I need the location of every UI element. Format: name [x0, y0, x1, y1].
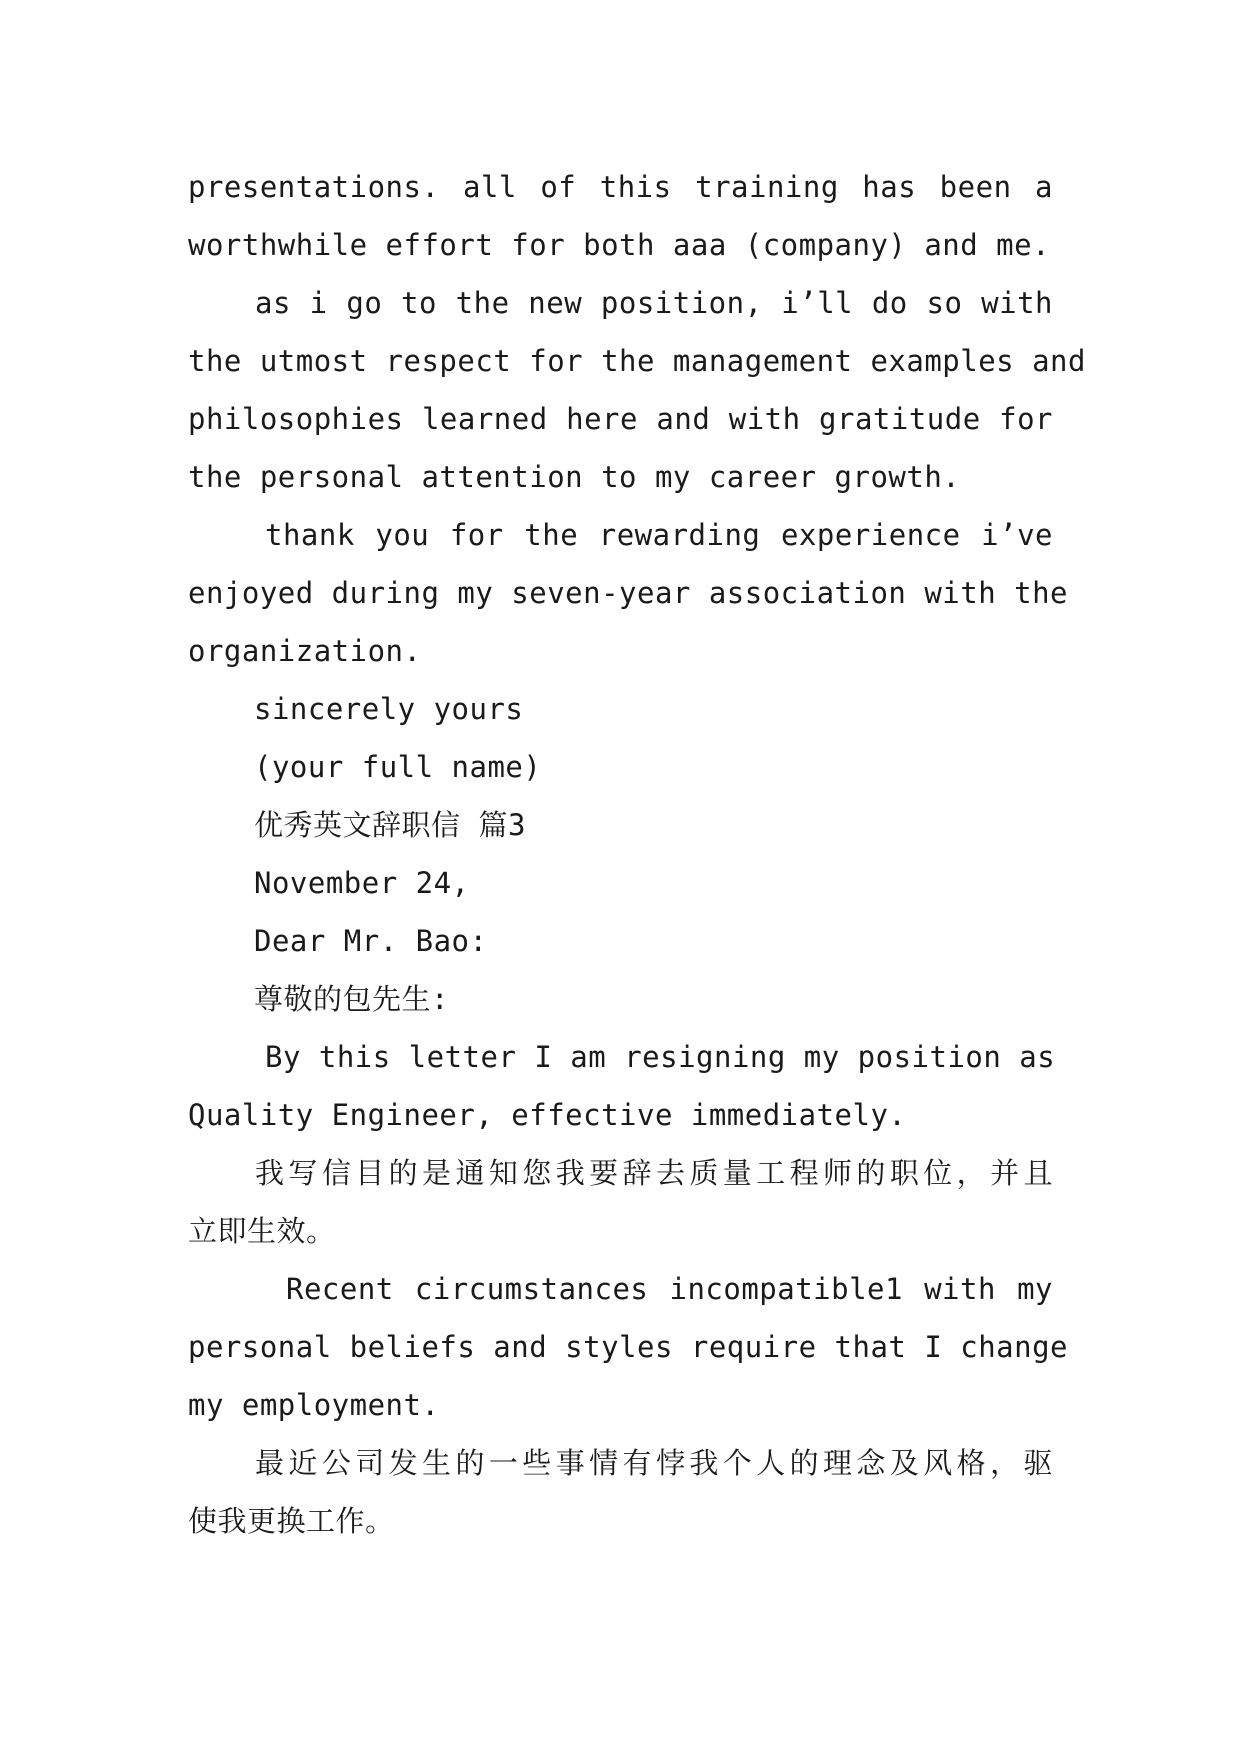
text-line: philosophies learned here and with gratitude for	[188, 402, 1053, 436]
text-line: Dear Mr. Bao:	[254, 924, 488, 958]
text-line: Recent circumstances incompatible1 with my	[286, 1272, 1053, 1306]
text-line: 使我更换工作。	[188, 1504, 395, 1538]
text-line: (your full name)	[254, 750, 542, 784]
text-line: 立即生效。	[188, 1214, 336, 1248]
section-heading: 优秀英文辞职信 篇3	[254, 808, 526, 842]
text-line: 最近公司发生的一些事情有悖我个人的理念及风格，驱	[255, 1446, 1053, 1480]
text-line: enjoyed during my seven-year association with the	[188, 576, 1069, 610]
text-line: the utmost respect for the management examples and	[188, 344, 1086, 378]
text-line: By this letter I am resigning my position as	[265, 1040, 1056, 1074]
text-line: Quality Engineer, effective immediately.	[188, 1098, 907, 1132]
text-line: the personal attention to my career growth.	[188, 460, 961, 494]
text-line: organization.	[188, 634, 422, 668]
text-line: presentations. all of this training has been a	[188, 170, 1053, 204]
text-line: thank you for the rewarding experience i’ve	[265, 518, 1053, 552]
text-line: personal beliefs and styles require that I change	[188, 1330, 1069, 1364]
text-line: worthwhile effort for both aaa (company) and me.	[188, 228, 1051, 262]
text-line: 尊敬的包先生:	[254, 982, 449, 1016]
text-line: my employment.	[188, 1388, 440, 1422]
text-line: November 24,	[254, 866, 470, 900]
text-line: as i go to the new position, i’ll do so with	[255, 286, 1053, 320]
text-line: sincerely yours	[254, 692, 524, 726]
text-line: 我写信目的是通知您我要辞去质量工程师的职位，并且	[255, 1156, 1053, 1190]
